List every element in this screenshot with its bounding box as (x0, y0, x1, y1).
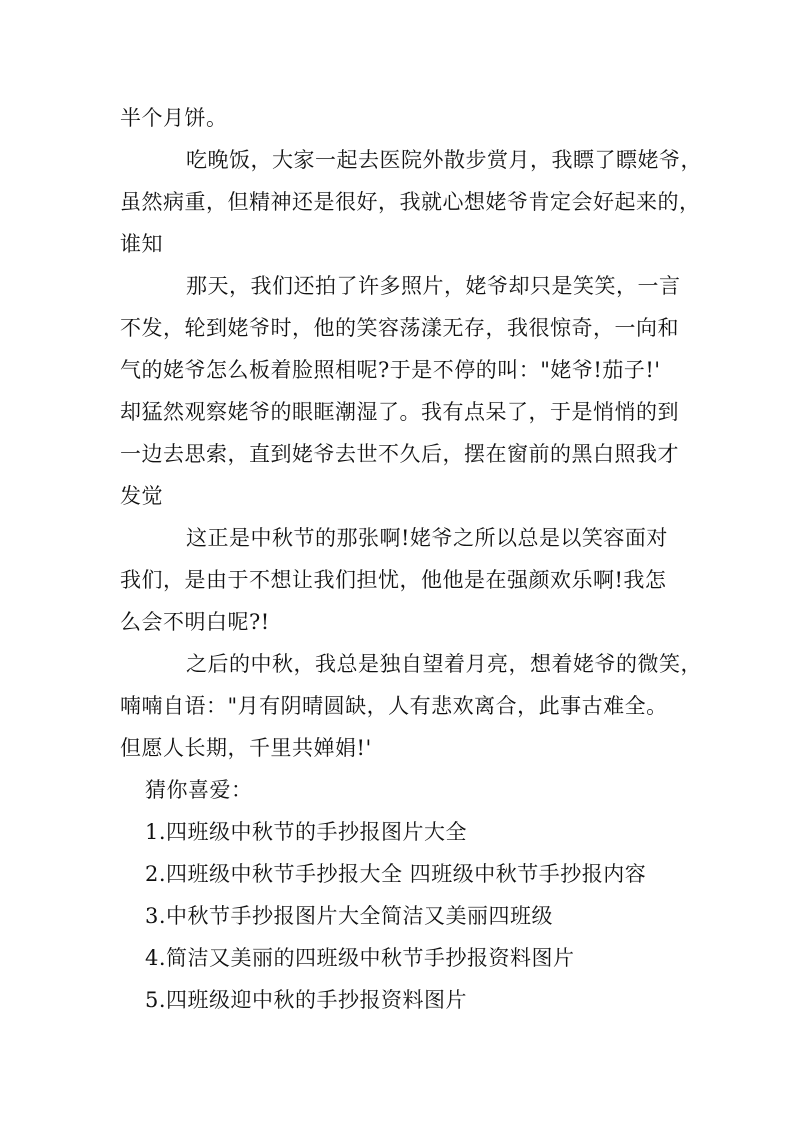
related-link[interactable]: 3.中秋节手抄报图片大全简洁又美丽四班级 (145, 904, 554, 928)
paragraph-line: 么会不明白呢?! (120, 610, 270, 634)
paragraph-line: 吃晚饭，大家一起去医院外散步赏月，我瞟了瞟姥爷， (186, 148, 702, 172)
related-link[interactable]: 2.四班级中秋节手抄报大全 四班级中秋节手抄报内容 (145, 862, 647, 886)
paragraph-line: 这正是中秋节的那张啊!姥爷之所以总是以笑容面对 (186, 526, 668, 550)
paragraph-line: 但愿人长期，千里共婵娟!' (120, 736, 372, 760)
paragraph-line: 虽然病重，但精神还是很好，我就心想姥爷肯定会好起来的， (120, 190, 701, 214)
paragraph-line: 发觉 (120, 484, 163, 508)
paragraph-line: 喃喃自语："月有阴晴圆缺，人有悲欢离合，此事古难全。 (120, 694, 668, 718)
related-heading: 猜你喜爱： (145, 778, 253, 802)
paragraph-line: 之后的中秋，我总是独自望着月亮，想着姥爷的微笑， (186, 652, 702, 676)
paragraph-line: 不发，轮到姥爷时，他的笑容荡漾无存，我很惊奇，一向和 (120, 316, 679, 340)
paragraph-line: 半个月饼。 (120, 106, 228, 130)
paragraph-line: 一边去思索，直到姥爷去世不久后，摆在窗前的黑白照我才 (120, 442, 679, 466)
paragraph-line: 却猛然观察姥爷的眼眶潮湿了。我有点呆了，于是悄悄的到 (120, 400, 679, 424)
related-link[interactable]: 4.简洁又美丽的四班级中秋节手抄报资料图片 (145, 946, 575, 970)
paragraph-line: 气的姥爷怎么板着脸照相呢?于是不停的叫："姥爷!茄子!' (120, 358, 661, 382)
paragraph-line: 谁知 (120, 232, 163, 256)
paragraph-line: 那天，我们还拍了许多照片，姥爷却只是笑笑，一言 (186, 274, 681, 298)
related-link[interactable]: 5.四班级迎中秋的手抄报资料图片 (145, 988, 468, 1012)
paragraph-line: 我们，是由于不想让我们担忧，他他是在强颜欢乐啊!我怎 (120, 568, 667, 592)
related-link[interactable]: 1.四班级中秋节的手抄报图片大全 (145, 820, 468, 844)
